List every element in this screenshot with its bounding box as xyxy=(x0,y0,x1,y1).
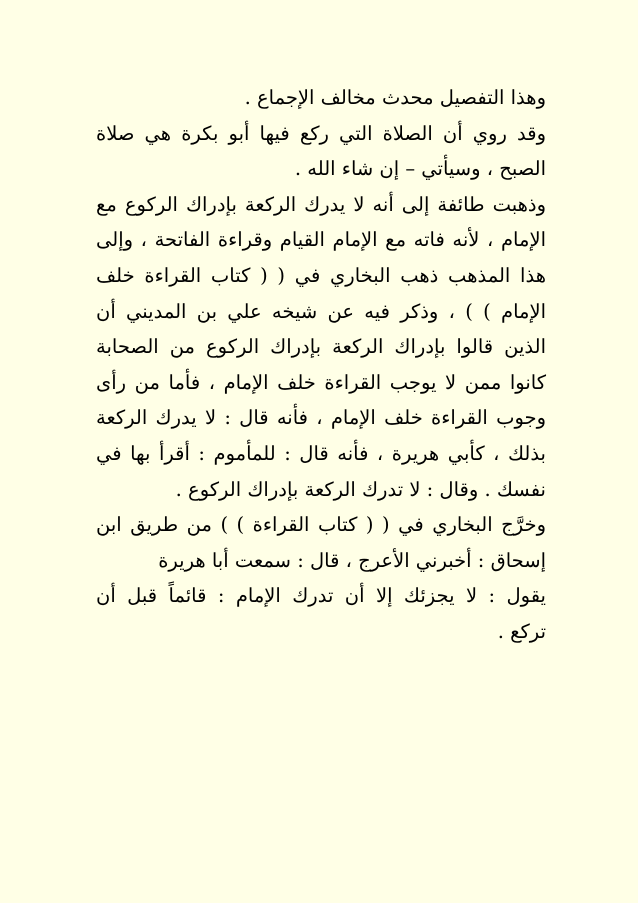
text-line-10: وجوب القراءة خلف الإمام ، فأنه قال : لا يدرك الركعة xyxy=(96,406,546,430)
text-line-16: تركع . xyxy=(497,619,546,643)
document-body xyxy=(96,80,546,650)
text-line-5: الإمام ، لأنه فاته مع الإمام القيام وقراءة الفاتحة ، وإلى xyxy=(96,228,546,252)
text-line-1: وهذا التفصيل محدث مخالف الإجماع . xyxy=(244,86,546,109)
text-line-13: وخرَّج البخاري في ( ( كتاب القراءة ) ) من طريق ابن xyxy=(96,513,546,537)
text-line-14: إسحاق : أخبرني الأعرج ، قال : سمعت أبا هريرة xyxy=(158,548,546,572)
text-line-8: الذين قالوا بإدراك الركعة بإدراك الركوع من الصحابة xyxy=(96,335,546,359)
text-line-9: كانوا ممن لا يوجب القراءة خلف الإمام ، فأما من رأى xyxy=(96,370,546,394)
text-line-4: وذهبت طائفة إلى أنه لا يدرك الركعة بإدراك الركوع مع xyxy=(96,192,546,216)
text-line-12: نفسك . وقال : لا تدرك الركعة بإدراك الركوع . xyxy=(175,477,546,501)
text-line-7: الإمام ) ) ، وذكر فيه عن شيخه علي بن المديني أن xyxy=(96,299,546,323)
text-line-6: هذا المذهب ذهب البخاري في ( ( كتاب القراءة خلف xyxy=(96,263,546,287)
text-line-2: وقد روي أن الصلاة التي ركع فيها أبو بكرة هي صلاة xyxy=(96,121,546,145)
text-line-15: يقول : لا يجزئك إلا أن تدرك الإمام : قائماً قبل أن xyxy=(96,584,546,608)
text-line-3: الصبح ، وسيأتي – إن شاء الله . xyxy=(294,157,546,181)
text-line-11: بذلك ، كأبي هريرة ، فأنه قال : للمأموم : أقرأ بها في xyxy=(96,441,546,465)
